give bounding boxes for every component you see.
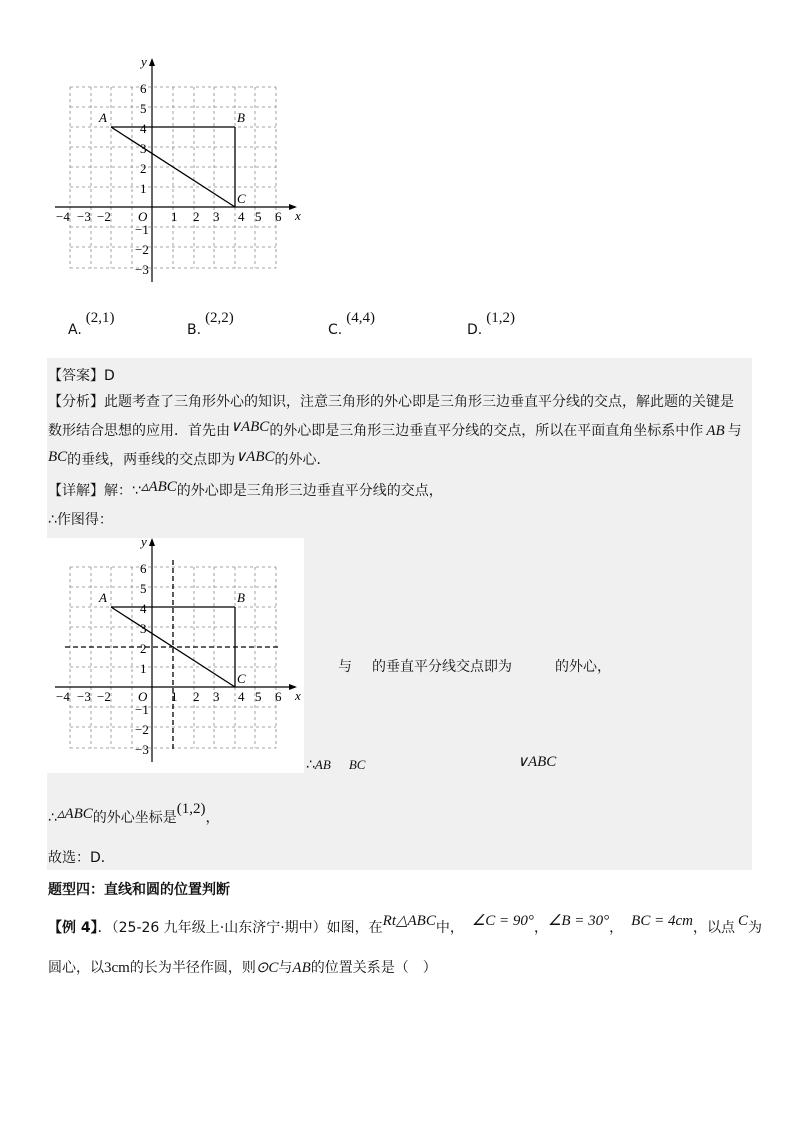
option-d-value: (1,2) xyxy=(486,310,515,326)
draw-line: ∴作图得： xyxy=(48,512,113,528)
x-tick: 2 xyxy=(193,209,200,224)
radius-length: 3cm xyxy=(104,960,130,976)
analysis-line-3 xyxy=(48,450,330,470)
y-tick: 4 xyxy=(140,121,147,136)
angle-b: ∠B = 30° xyxy=(547,913,610,929)
triangle-symbol: ∨ABC xyxy=(230,419,270,435)
text: 与 xyxy=(278,960,293,976)
x-tick: 2 xyxy=(193,689,200,704)
detail-text: 【详解】解：∵ xyxy=(48,483,141,499)
option-b-label: B. xyxy=(187,322,202,338)
segment-bc: BC xyxy=(48,449,68,465)
analysis-line-1: 【分析】此题考查了三角形外心的知识，注意三角形的外心即是三角形三边垂直平分线的交点，解此题的关键是 xyxy=(48,394,734,410)
option-a[interactable] xyxy=(68,310,115,339)
x-tick: 6 xyxy=(275,689,282,704)
text: 中， xyxy=(435,920,464,936)
option-b-value: (2,2) xyxy=(205,310,234,326)
segment-bc: BC xyxy=(348,757,366,772)
y-tick: 5 xyxy=(140,581,147,596)
detail-line xyxy=(48,481,443,501)
therefore-line xyxy=(306,755,365,775)
triangle-symbol: ▵ABC xyxy=(140,479,177,495)
bc-length: BC = 4cm xyxy=(631,913,693,929)
text: ， xyxy=(609,920,624,936)
text: 的位置关系是（ ） xyxy=(310,960,437,976)
analysis-text: 的外心即是三角形三边垂直平分线的交点，所以在平面直角坐标系中作 xyxy=(269,423,704,439)
example-line-2 xyxy=(48,958,437,978)
bisector-note xyxy=(338,657,611,677)
y-tick: −3 xyxy=(135,742,149,757)
x-tick: −3 xyxy=(77,209,91,224)
result-end: ， xyxy=(205,810,220,826)
answer-line: 【答案】D xyxy=(48,368,115,384)
result-text: 的外心坐标是 xyxy=(92,810,177,826)
x-tick: −4 xyxy=(56,209,70,224)
option-d[interactable] xyxy=(467,310,515,339)
x-tick: 4 xyxy=(238,209,245,224)
x-tick: 5 xyxy=(255,689,262,704)
point-b-label: B xyxy=(237,590,245,605)
x-tick: 3 xyxy=(213,689,220,704)
x-tick: 5 xyxy=(255,209,262,224)
point-c-label: C xyxy=(237,671,246,686)
option-a-value: (2,1) xyxy=(85,310,115,326)
result-line xyxy=(48,801,220,828)
text: 圆心，以 xyxy=(48,960,104,976)
segment-ab: AB xyxy=(706,423,725,439)
x-tick: −4 xyxy=(56,689,70,704)
y-tick: 1 xyxy=(140,661,147,676)
axis-y-label: y xyxy=(141,54,147,69)
bisector-end: 的外心， xyxy=(555,659,611,675)
y-tick: 2 xyxy=(140,161,147,176)
example-label: 【例 4】 xyxy=(48,920,98,936)
coordinate-graph-2 xyxy=(45,530,305,775)
y-tick: 4 xyxy=(140,601,147,616)
y-tick: −1 xyxy=(135,702,149,717)
circle-c: ⊙C xyxy=(255,960,279,976)
x-tick: 4 xyxy=(238,689,245,704)
point-a-label: A xyxy=(99,110,107,125)
text: ，以点 xyxy=(692,920,735,936)
coordinate-graph-1 xyxy=(45,50,305,295)
y-tick: 3 xyxy=(140,621,147,636)
point-a-label: A xyxy=(99,590,107,605)
origin-label: O xyxy=(138,689,148,704)
section-heading: 题型四：直线和圆的位置判断 xyxy=(48,882,230,898)
therefore-symbol: ∴ xyxy=(306,757,315,773)
and-text: 与 xyxy=(338,659,352,675)
perpendicular-bisectors xyxy=(65,560,281,752)
segment-ab: AB xyxy=(314,757,331,772)
analysis-text: 的外心． xyxy=(274,452,331,468)
y-tick: 5 xyxy=(140,101,147,116)
option-c[interactable] xyxy=(328,310,375,339)
choose-line: 故选：D． xyxy=(48,850,115,866)
axis-x-label: x xyxy=(295,688,301,703)
option-a-label: A. xyxy=(68,322,82,338)
example-source: ．（25-26 九年级上·山东济宁·期中）如图，在 xyxy=(97,920,383,936)
angle-c: ∠C = 90° xyxy=(471,913,534,929)
rt-triangle: Rt△ABC xyxy=(382,913,436,929)
option-b[interactable] xyxy=(187,310,234,339)
segment-ab: AB xyxy=(292,960,311,976)
x-tick: 6 xyxy=(275,209,282,224)
detail-text: 的外心即是三角形三边垂直平分线的交点， xyxy=(176,483,443,499)
axes xyxy=(55,58,297,282)
x-tick: 1 xyxy=(171,689,178,704)
x-tick: −2 xyxy=(97,689,111,704)
y-tick: −2 xyxy=(135,722,149,737)
triangle-symbol: ▵ABC xyxy=(56,806,93,822)
bisector-text: 的垂直平分线交点即为 xyxy=(372,659,512,675)
y-tick: −3 xyxy=(135,262,149,277)
option-c-value: (4,4) xyxy=(346,310,375,326)
y-tick: 2 xyxy=(140,641,147,656)
point-b-label: B xyxy=(237,110,245,125)
x-tick: −3 xyxy=(77,689,91,704)
axes xyxy=(55,538,297,762)
axis-y-label: y xyxy=(141,534,147,549)
result-value: (1,2) xyxy=(176,801,206,817)
origin-label: O xyxy=(138,209,148,224)
y-tick: 6 xyxy=(140,81,147,96)
y-tick: −2 xyxy=(135,242,149,257)
and-text: 与 xyxy=(727,423,742,439)
y-tick: 3 xyxy=(140,141,147,156)
result-text: ∴ xyxy=(48,810,57,826)
point-c-label: C xyxy=(237,191,246,206)
x-tick: 1 xyxy=(171,209,178,224)
point-c: C xyxy=(737,913,748,929)
x-tick: 3 xyxy=(213,209,220,224)
analysis-text: 数形结合思想的应用．首先由 xyxy=(48,423,230,439)
option-c-label: C. xyxy=(328,322,343,338)
text: 为 xyxy=(747,920,762,936)
triangle-symbol: ∨ABC xyxy=(517,754,557,770)
analysis-line-2 xyxy=(48,421,742,441)
analysis-text: 的垂线，两垂线的交点即为 xyxy=(67,452,236,468)
text: 的长为半径作圆，则 xyxy=(129,960,256,976)
y-tick: 1 xyxy=(140,181,147,196)
y-tick: 6 xyxy=(140,561,147,576)
text: ， xyxy=(533,920,548,936)
x-tick: −2 xyxy=(97,209,111,224)
option-d-label: D. xyxy=(467,322,483,338)
triangle-symbol: ∨ABC xyxy=(235,449,275,465)
axis-x-label: x xyxy=(295,208,301,223)
example-line-1 xyxy=(48,913,762,938)
y-tick: −1 xyxy=(135,222,149,237)
